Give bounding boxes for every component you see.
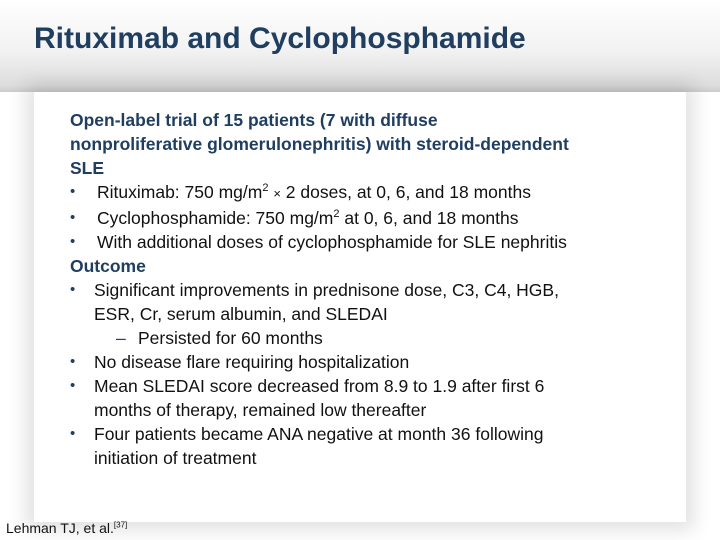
intro-line-3: SLE bbox=[70, 158, 105, 178]
dash-icon: – bbox=[116, 328, 126, 348]
list-item-cyclophosphamide bbox=[70, 206, 670, 230]
bullet-icon: • bbox=[70, 281, 76, 298]
list-item-text: With additional doses of cyclophosphamide for SLE nephritis bbox=[97, 232, 567, 252]
slide-title: Rituximab and Cyclophosphamide bbox=[34, 22, 526, 55]
citation-text: Lehman TJ, et al. bbox=[6, 520, 114, 536]
bullet-icon: • bbox=[70, 209, 76, 226]
bullet-icon: • bbox=[70, 183, 76, 200]
list-item-additional-doses bbox=[70, 230, 670, 254]
bullet-icon: • bbox=[70, 353, 76, 370]
list-item-text: Rituximab: 750 $mg/m^2 \times 2$ doses, at 0, 6, and 18 months bbox=[97, 182, 531, 202]
list-item-ana-cont bbox=[70, 446, 670, 470]
list-item-improvements bbox=[70, 278, 670, 302]
citation bbox=[6, 520, 127, 536]
times-symbol: × bbox=[273, 186, 281, 201]
bullet-icon: • bbox=[70, 425, 76, 442]
list-item-text: Four patients became ANA negative at month 36 following bbox=[94, 424, 544, 444]
bullet-icon: • bbox=[70, 377, 76, 394]
list-item-text: Significant improvements in prednisone dose, C3, C4, HGB, bbox=[94, 280, 559, 300]
intro-line-1: Open-label trial of 15 patients (7 with diffuse bbox=[70, 110, 438, 130]
outcome-heading: Outcome bbox=[70, 256, 146, 276]
sub-item-persisted bbox=[70, 326, 670, 350]
list-item-text: Cyclophosphamide: 750 $mg/m^2$ at 0, 6, and 18 months bbox=[97, 208, 519, 228]
bullet-icon: • bbox=[70, 233, 76, 250]
content-body bbox=[70, 108, 670, 470]
list-item-sledai bbox=[70, 374, 670, 398]
list-item-text: Mean SLEDAI score decreased from 8.9 to 1.9 after first 6 bbox=[94, 376, 545, 396]
list-item-text: No disease flare requiring hospitalization bbox=[94, 352, 410, 372]
list-item-flare bbox=[70, 350, 670, 374]
intro-line-2: nonproliferative glomerulonephritis) with steroid-dependent bbox=[70, 134, 569, 154]
sub-item-text: Persisted for 60 months bbox=[138, 328, 323, 348]
list-item-improvements-cont bbox=[70, 302, 670, 326]
list-item-rituximab bbox=[70, 180, 670, 206]
list-item-ana bbox=[70, 422, 670, 446]
list-item-text: months of therapy, remained low thereafter bbox=[94, 400, 427, 420]
title-bar bbox=[0, 0, 720, 92]
list-item-sledai-cont bbox=[70, 398, 670, 422]
list-item-text: initiation of treatment bbox=[94, 448, 257, 468]
list-item-text: ESR, Cr, serum albumin, and SLEDAI bbox=[94, 304, 388, 324]
citation-ref: [37] bbox=[113, 520, 128, 530]
